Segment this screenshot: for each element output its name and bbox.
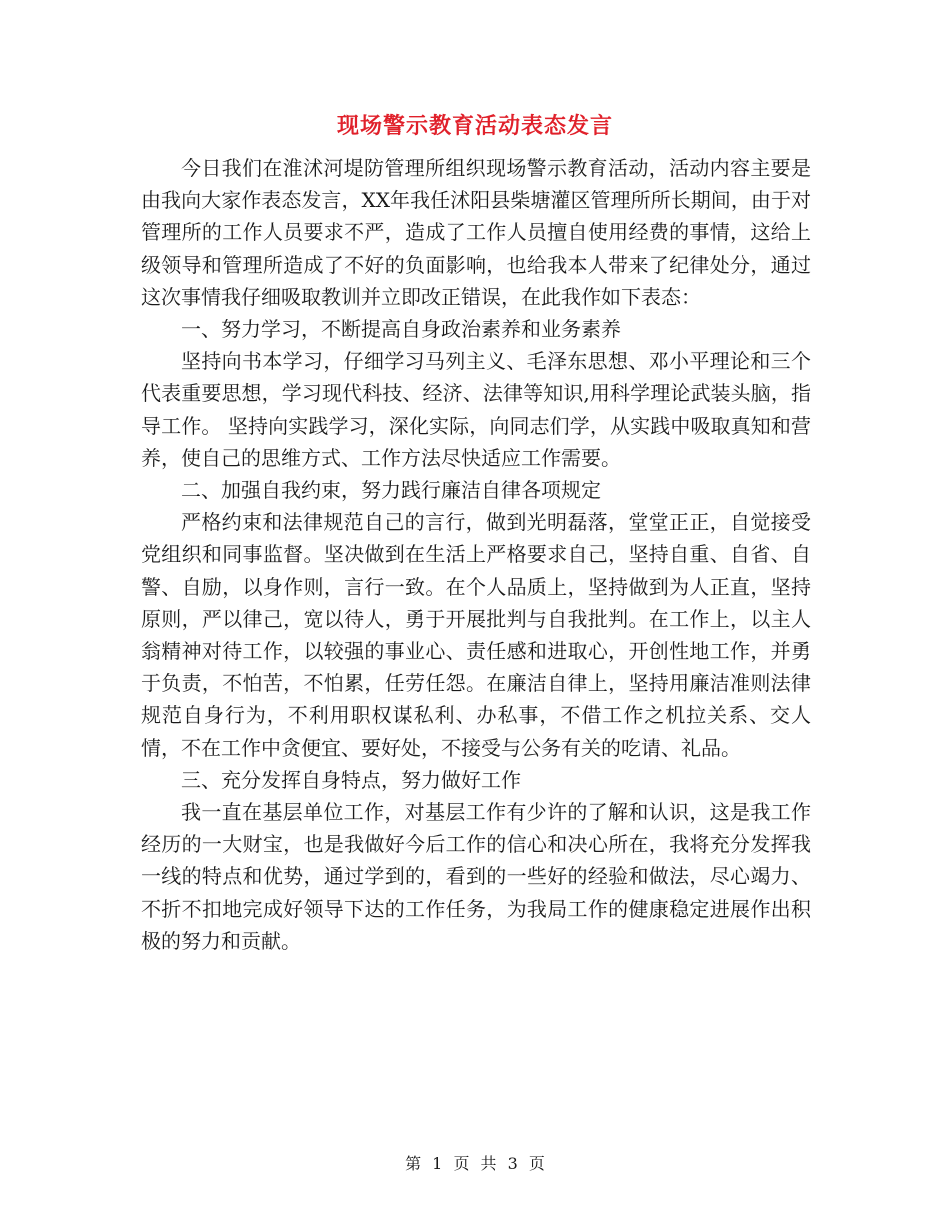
section-heading-1: 一、努力学习，不断提高自身政治素养和业务素养 <box>181 317 621 342</box>
section-heading-3: 三、充分发挥自身特点，努力做好工作 <box>181 767 521 792</box>
document-body <box>141 152 811 957</box>
page-footer: 第 1 页 共 3 页 <box>405 1154 545 1173</box>
section-paragraph-3: 我一直在基层单位工作，对基层工作有少许的了解和认识，这是我工作经历的一大财宝，也是我做好今后工作的信心和决心所在，我将充分发挥我一线的特点和优势，通过学到的，看到的一些好的经验和做法，尽心竭力、不折不扣地完成好领导下达的工作任务，为我局工作的健康稳定进展作出积极的努力和贡献。 <box>141 800 811 953</box>
section-paragraph-2: 严格约束和法律规范自己的言行，做到光明磊落，堂堂正正，自觉接受党组织和同事监督。坚决做到在生活上严格要求自己，坚持自重、自省、自警、自励，以身作则，言行一致。在个人品质上，坚持做到为人正直，坚持原则，严以律己，宽以待人，勇于开展批判与自我批判。在工作上，以主人翁精神对待工作，以较强的事业心、责任感和进取心，开创性地工作，并勇于负责，不怕苦，不怕累，任劳任怨。在廉洁自律上，坚持用廉洁准则法律规范自身行为，不利用职权谋私利、办私事，不借工作之机拉关系、交人情，不在工作中贪便宜、要好处，不接受与公务有关的吃请、礼品。 <box>141 510 811 760</box>
section-paragraph-1: 坚持向书本学习，仔细学习马列主义、毛泽东思想、邓小平理论和三个代表重要思想，学习现代科技、经济、法律等知识,用科学理论武装头脑，指导工作。 坚持向实践学习，深化实际，向同志们学，从实践中吸取真知和营养，使自己的思维方式、工作方法尽快适应工作需要。 <box>141 349 811 470</box>
intro-paragraph: 今日我们在淮沭河堤防管理所组织现场警示教育活动，活动内容主要是由我向大家作表态发言，XX年我任沭阳县柴塘灌区管理所所长期间，由于对管理所的工作人员要求不严，造成了工作人员擅自使用经费的事情，这给上级领导和管理所造成了不好的负面影响，也给我本人带来了纪律处分，通过这次事情我仔细吸取教训并立即改正错误，在此我作如下表态： <box>141 156 811 309</box>
section-heading-2: 二、加强自我约束，努力践行廉洁自律各项规定 <box>181 478 601 503</box>
page-title: 现场警示教育活动表态发言 <box>336 113 613 139</box>
